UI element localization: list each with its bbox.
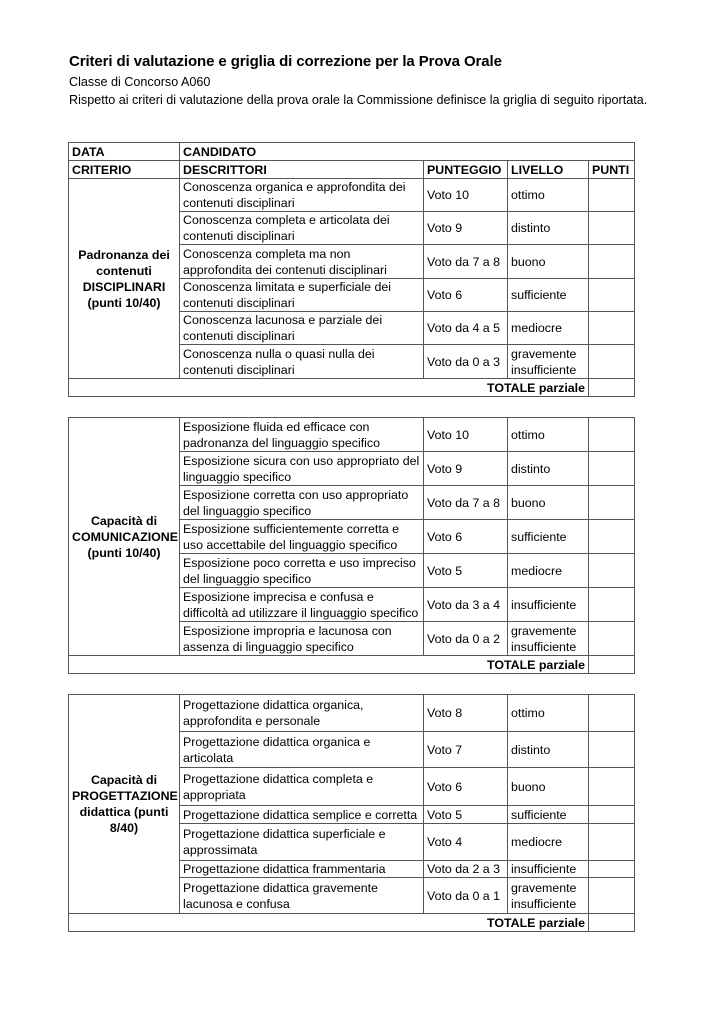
grid-table-comunicazione bbox=[68, 417, 635, 674]
livello-cell: distinto bbox=[508, 452, 589, 486]
descrittore-cell: Conoscenza nulla o quasi nulla dei contenuti disciplinari bbox=[180, 345, 424, 379]
livello-cell: buono bbox=[508, 245, 589, 279]
punti-input-cell[interactable] bbox=[589, 452, 635, 486]
livello-cell: insufficiente bbox=[508, 861, 589, 878]
punti-input-cell[interactable] bbox=[589, 806, 635, 824]
punteggio-cell: Voto da 0 a 2 bbox=[424, 622, 508, 656]
punti-input-cell[interactable] bbox=[589, 732, 635, 768]
classe-concorso: Classe di Concorso A060 bbox=[69, 75, 211, 89]
punti-input-cell[interactable] bbox=[589, 520, 635, 554]
punteggio-cell: Voto 9 bbox=[424, 212, 508, 245]
punti-input-cell[interactable] bbox=[589, 588, 635, 622]
livello-cell: sufficiente bbox=[508, 279, 589, 312]
header-criterio: CRITERIO bbox=[69, 161, 180, 179]
descrittore-cell: Progettazione didattica superficiale e approssimata bbox=[180, 824, 424, 861]
descrittore-cell: Progettazione didattica completa e appropriata bbox=[180, 768, 424, 806]
punti-input-cell[interactable] bbox=[589, 695, 635, 732]
punteggio-cell: Voto 8 bbox=[424, 695, 508, 732]
grid-table-disciplinari bbox=[68, 142, 635, 397]
total-row bbox=[69, 914, 635, 932]
descrittore-cell: Progettazione didattica gravemente lacunosa e confusa bbox=[180, 878, 424, 914]
punti-input-cell[interactable] bbox=[589, 824, 635, 861]
livello-cell: distinto bbox=[508, 732, 589, 768]
livello-cell: gravemente insufficiente bbox=[508, 345, 589, 379]
livello-cell: ottimo bbox=[508, 179, 589, 212]
descrittore-cell: Esposizione corretta con uso appropriato del linguaggio specifico bbox=[180, 486, 424, 520]
punteggio-cell: Voto 7 bbox=[424, 732, 508, 768]
livello-cell: sufficiente bbox=[508, 806, 589, 824]
table-row bbox=[69, 418, 635, 452]
livello-cell: buono bbox=[508, 486, 589, 520]
criterion-cell: Capacità di COMUNICAZIONE (punti 10/40) bbox=[69, 418, 180, 656]
punteggio-cell: Voto da 7 a 8 bbox=[424, 245, 508, 279]
livello-cell: ottimo bbox=[508, 418, 589, 452]
descrittore-cell: Progettazione didattica organica, approfondita e personale bbox=[180, 695, 424, 732]
punteggio-cell: Voto da 0 a 3 bbox=[424, 345, 508, 379]
punti-input-cell[interactable] bbox=[589, 554, 635, 588]
punteggio-cell: Voto 10 bbox=[424, 179, 508, 212]
punteggio-cell: Voto 6 bbox=[424, 768, 508, 806]
livello-cell: mediocre bbox=[508, 312, 589, 345]
intro-text: Rispetto ai criteri di valutazione della prova orale la Commissione definisce la griglia di seguito riportata. bbox=[69, 93, 648, 107]
punti-input-cell[interactable] bbox=[589, 179, 635, 212]
punti-input-cell[interactable] bbox=[589, 622, 635, 656]
livello-cell: buono bbox=[508, 768, 589, 806]
table-row bbox=[69, 179, 635, 212]
descrittore-cell: Esposizione sicura con uso appropriato del linguaggio specifico bbox=[180, 452, 424, 486]
punteggio-cell: Voto da 3 a 4 bbox=[424, 588, 508, 622]
punteggio-cell: Voto 6 bbox=[424, 520, 508, 554]
descrittore-cell: Esposizione poco corretta e uso impreciso del linguaggio specifico bbox=[180, 554, 424, 588]
livello-cell: insufficiente bbox=[508, 588, 589, 622]
punti-input-cell[interactable] bbox=[589, 245, 635, 279]
total-row bbox=[69, 656, 635, 674]
descrittore-cell: Conoscenza completa e articolata dei contenuti disciplinari bbox=[180, 212, 424, 245]
punti-input-cell[interactable] bbox=[589, 345, 635, 379]
punteggio-cell: Voto da 4 a 5 bbox=[424, 312, 508, 345]
criterion-cell: Padronanza dei contenuti DISCIPLINARI (punti 10/40) bbox=[69, 179, 180, 379]
total-row bbox=[69, 379, 635, 397]
totale-parziale-value[interactable] bbox=[589, 914, 635, 932]
grid-table-progettazione bbox=[68, 694, 635, 932]
livello-cell: mediocre bbox=[508, 554, 589, 588]
punteggio-cell: Voto da 0 a 1 bbox=[424, 878, 508, 914]
punteggio-cell: Voto da 2 a 3 bbox=[424, 861, 508, 878]
totale-parziale-value[interactable] bbox=[589, 656, 635, 674]
descrittore-cell: Conoscenza organica e approfondita dei contenuti disciplinari bbox=[180, 179, 424, 212]
livello-cell: gravemente insufficiente bbox=[508, 622, 589, 656]
header-row-data bbox=[69, 143, 635, 161]
punteggio-cell: Voto 4 bbox=[424, 824, 508, 861]
livello-cell: distinto bbox=[508, 212, 589, 245]
descrittore-cell: Conoscenza completa ma non approfondita dei contenuti disciplinari bbox=[180, 245, 424, 279]
descrittore-cell: Esposizione impropria e lacunosa con assenza di linguaggio specifico bbox=[180, 622, 424, 656]
punti-input-cell[interactable] bbox=[589, 878, 635, 914]
descrittore-cell: Progettazione didattica organica e articolata bbox=[180, 732, 424, 768]
totale-parziale-label: TOTALE parziale bbox=[69, 914, 589, 932]
descrittore-cell: Progettazione didattica semplice e corretta bbox=[180, 806, 424, 824]
descrittore-cell: Esposizione fluida ed efficace con padronanza del linguaggio specifico bbox=[180, 418, 424, 452]
header-punteggio: PUNTEGGIO bbox=[424, 161, 508, 179]
header-data: DATA bbox=[69, 143, 180, 161]
header-candidato: CANDIDATO bbox=[180, 143, 635, 161]
totale-parziale-label: TOTALE parziale bbox=[69, 656, 589, 674]
header-punti: PUNTI bbox=[589, 161, 635, 179]
totale-parziale-label: TOTALE parziale bbox=[69, 379, 589, 397]
punti-input-cell[interactable] bbox=[589, 861, 635, 878]
livello-cell: mediocre bbox=[508, 824, 589, 861]
livello-cell: sufficiente bbox=[508, 520, 589, 554]
totale-parziale-value[interactable] bbox=[589, 379, 635, 397]
table-row bbox=[69, 695, 635, 732]
criterion-cell: Capacità di PROGETTAZIONE didattica (punti 8/40) bbox=[69, 695, 180, 914]
descrittore-cell: Progettazione didattica frammentaria bbox=[180, 861, 424, 878]
punteggio-cell: Voto 9 bbox=[424, 452, 508, 486]
punti-input-cell[interactable] bbox=[589, 212, 635, 245]
document-header bbox=[69, 52, 669, 109]
header-descrittori: DESCRITTORI bbox=[180, 161, 424, 179]
punti-input-cell[interactable] bbox=[589, 768, 635, 806]
descrittore-cell: Esposizione sufficientemente corretta e uso accettabile del linguaggio specifico bbox=[180, 520, 424, 554]
descrittore-cell: Conoscenza limitata e superficiale dei contenuti disciplinari bbox=[180, 279, 424, 312]
descrittore-cell: Esposizione imprecisa e confusa e difficoltà ad utilizzare il linguaggio specifico bbox=[180, 588, 424, 622]
punti-input-cell[interactable] bbox=[589, 279, 635, 312]
punteggio-cell: Voto 5 bbox=[424, 806, 508, 824]
punteggio-cell: Voto da 7 a 8 bbox=[424, 486, 508, 520]
livello-cell: gravemente insufficiente bbox=[508, 878, 589, 914]
header-livello: LIVELLO bbox=[508, 161, 589, 179]
livello-cell: ottimo bbox=[508, 695, 589, 732]
punteggio-cell: Voto 5 bbox=[424, 554, 508, 588]
header-row-columns bbox=[69, 161, 635, 179]
descrittore-cell: Conoscenza lacunosa e parziale dei contenuti disciplinari bbox=[180, 312, 424, 345]
punteggio-cell: Voto 10 bbox=[424, 418, 508, 452]
punti-input-cell[interactable] bbox=[589, 418, 635, 452]
punti-input-cell[interactable] bbox=[589, 312, 635, 345]
punti-input-cell[interactable] bbox=[589, 486, 635, 520]
page-title: Criteri di valutazione e griglia di correzione per la Prova Orale bbox=[69, 53, 502, 70]
punteggio-cell: Voto 6 bbox=[424, 279, 508, 312]
